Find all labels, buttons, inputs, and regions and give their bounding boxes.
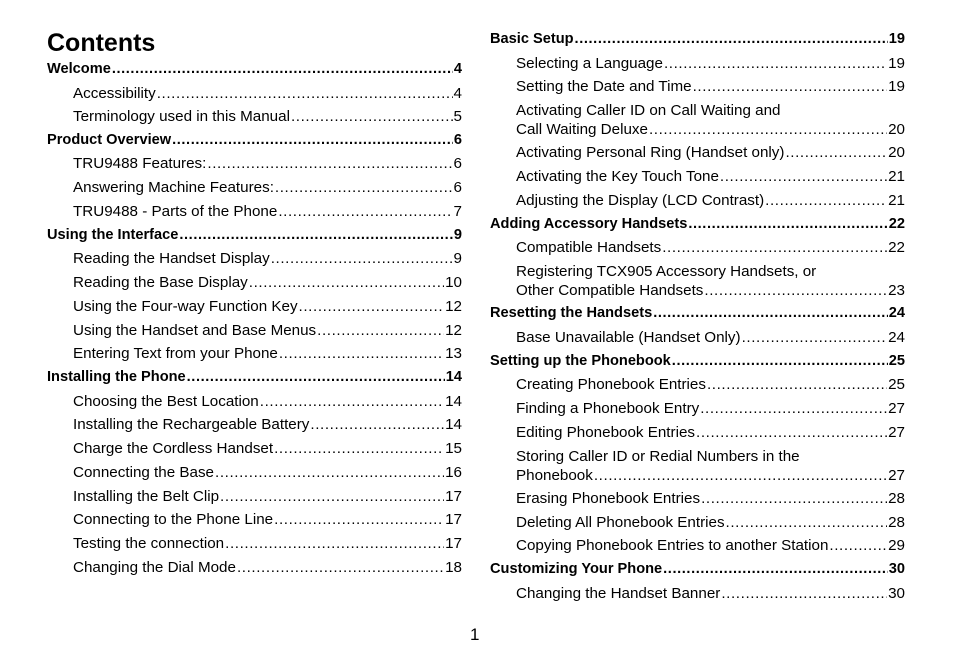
toc-entry-title: Terminology used in this Manual bbox=[73, 108, 290, 125]
dot-leader bbox=[274, 510, 444, 529]
toc-entry-base-unavailable[interactable]: Base Unavailable (Handset Only) ..... 24 bbox=[516, 328, 905, 347]
dot-leader bbox=[215, 463, 444, 482]
dot-leader bbox=[299, 297, 445, 316]
toc-entry-key-touch-tone[interactable]: Activating the Key Touch Tone ..... 21 bbox=[516, 167, 905, 186]
dot-leader bbox=[187, 368, 445, 387]
dot-leader bbox=[291, 107, 453, 126]
toc-entry-title: Reading the Base Display bbox=[73, 274, 248, 291]
toc-page-number: 12 bbox=[445, 298, 462, 315]
toc-entry-lcd-contrast[interactable]: Adjusting the Display (LCD Contrast) ..... 21 bbox=[516, 191, 905, 210]
toc-entry-storing-caller-id[interactable]: Storing Caller ID or Redial Numbers in the Phonebook ..... 27 bbox=[516, 447, 905, 485]
toc-heading[interactable] bbox=[47, 60, 462, 79]
toc-entry-title: Installing the Phone bbox=[47, 369, 186, 385]
dot-leader bbox=[279, 344, 444, 363]
toc-entry-title: Using the Four-way Function Key bbox=[73, 298, 298, 315]
toc-entry-title: Product Overview bbox=[47, 132, 172, 148]
toc-page-number: 5 bbox=[453, 108, 462, 125]
toc-entry[interactable] bbox=[73, 107, 462, 126]
toc-heading-customizing[interactable]: Customizing Your Phone ..... 30 bbox=[490, 560, 905, 579]
toc-entry-personal-ring[interactable]: Activating Personal Ring (Handset only) ..... 20 bbox=[516, 143, 905, 162]
toc-page-number: 6 bbox=[453, 179, 462, 196]
toc-page-number: 12 bbox=[445, 322, 462, 339]
dot-leader bbox=[172, 131, 453, 150]
toc-entry-title: Using the Interface bbox=[47, 227, 179, 243]
dot-leader bbox=[157, 84, 453, 103]
toc-entry-compatible-handsets[interactable]: Compatible Handsets ..... 22 bbox=[516, 238, 905, 257]
toc-entry-title: Charge the Cordless Handset bbox=[73, 440, 274, 457]
dot-leader bbox=[225, 534, 444, 553]
toc-heading[interactable] bbox=[47, 131, 462, 150]
toc-page-number: 15 bbox=[445, 440, 462, 457]
toc-entry-date-time[interactable]: Setting the Date and Time ..... 19 bbox=[516, 77, 905, 96]
toc-entry-editing-phonebook[interactable]: Editing Phonebook Entries ..... 27 bbox=[516, 423, 905, 442]
toc-page-number: 14 bbox=[445, 416, 462, 433]
toc-entry[interactable] bbox=[73, 273, 462, 292]
toc-page-number: 14 bbox=[445, 393, 462, 410]
toc-entry-selecting-language[interactable]: Selecting a Language ..... 19 bbox=[516, 54, 905, 73]
toc-heading[interactable] bbox=[47, 368, 462, 387]
toc-entry[interactable] bbox=[73, 202, 462, 221]
toc-entry[interactable] bbox=[73, 249, 462, 268]
toc-heading[interactable] bbox=[47, 226, 462, 245]
toc-entry-title: Connecting the Base bbox=[73, 464, 215, 481]
toc-entry-creating-phonebook[interactable]: Creating Phonebook Entries ..... 25 bbox=[516, 375, 905, 394]
dot-leader bbox=[220, 487, 444, 506]
toc-entry[interactable] bbox=[73, 463, 462, 482]
toc-page-number: 16 bbox=[445, 464, 462, 481]
toc-entry-finding-phonebook[interactable]: Finding a Phonebook Entry ..... 27 bbox=[516, 399, 905, 418]
toc-page-number: 17 bbox=[445, 535, 462, 552]
toc-page-number: 10 bbox=[445, 274, 462, 291]
toc-entry-copying-phonebook[interactable]: Copying Phonebook Entries to another Station ..... 29 bbox=[516, 536, 905, 555]
dot-leader bbox=[271, 249, 453, 268]
toc-entry-erasing-phonebook[interactable]: Erasing Phonebook Entries ..... 28 bbox=[516, 489, 905, 508]
toc-entry-title: Reading the Handset Display bbox=[73, 250, 270, 267]
toc-entry-title: Installing the Rechargeable Battery bbox=[73, 416, 310, 433]
toc-entry-title: Welcome bbox=[47, 61, 111, 77]
toc-entry[interactable] bbox=[73, 344, 462, 363]
toc-entry[interactable] bbox=[73, 558, 462, 577]
toc-entry-deleting-phonebook[interactable]: Deleting All Phonebook Entries ..... 28 bbox=[516, 513, 905, 532]
toc-entry-title: Testing the connection bbox=[73, 535, 225, 552]
toc-entry[interactable] bbox=[73, 178, 462, 197]
toc-page-number: 17 bbox=[445, 511, 462, 528]
toc-entry-title: TRU9488 Features: bbox=[73, 155, 207, 172]
toc-entry-handset-banner[interactable]: Changing the Handset Banner ..... 30 bbox=[516, 584, 905, 603]
dot-leader bbox=[278, 202, 452, 221]
dot-leader bbox=[207, 154, 452, 173]
toc-entry[interactable] bbox=[73, 154, 462, 173]
toc-entry-registering-handsets[interactable]: Registering TCX905 Accessory Handsets, or Other Compatible Handsets ..... 23 bbox=[516, 262, 905, 300]
dot-leader bbox=[249, 273, 444, 292]
toc-page-number: 18 bbox=[445, 559, 462, 576]
toc-entry[interactable] bbox=[73, 297, 462, 316]
dot-leader bbox=[275, 178, 453, 197]
toc-entry-title: Changing the Dial Mode bbox=[73, 559, 236, 576]
toc-heading-phonebook[interactable]: Setting up the Phonebook ..... 25 bbox=[490, 352, 905, 371]
toc-entry[interactable] bbox=[73, 510, 462, 529]
page-number: 1 bbox=[470, 625, 480, 644]
dot-leader bbox=[317, 321, 444, 340]
toc-page-number: 9 bbox=[453, 250, 462, 267]
dot-leader bbox=[310, 415, 444, 434]
toc-entry-title: Entering Text from your Phone bbox=[73, 345, 278, 362]
toc-heading-basic-setup[interactable]: Basic Setup ..... 19 bbox=[490, 30, 905, 49]
toc-entry-title: TRU9488 - Parts of the Phone bbox=[73, 203, 278, 220]
toc-heading-adding-handsets[interactable]: Adding Accessory Handsets ..... 22 bbox=[490, 215, 905, 234]
dot-leader bbox=[112, 60, 453, 79]
toc-page-number: 4 bbox=[453, 61, 462, 77]
toc-page-number: 9 bbox=[453, 227, 462, 243]
toc-page-number: 7 bbox=[453, 203, 462, 220]
toc-entry-title: Installing the Belt Clip bbox=[73, 488, 220, 505]
toc-entry[interactable] bbox=[73, 321, 462, 340]
toc-page-number: 4 bbox=[453, 85, 462, 102]
toc-entry[interactable] bbox=[73, 487, 462, 506]
toc-entry[interactable] bbox=[73, 534, 462, 553]
toc-heading-resetting[interactable]: Resetting the Handsets ..... 24 bbox=[490, 304, 905, 323]
toc-entry-title: Using the Handset and Base Menus bbox=[73, 322, 317, 339]
toc-entry[interactable] bbox=[73, 84, 462, 103]
dot-leader bbox=[179, 226, 453, 245]
toc-entry-title: Accessibility bbox=[73, 85, 156, 102]
toc-entry-title: Connecting to the Phone Line bbox=[73, 511, 274, 528]
page-title: Contents bbox=[47, 29, 156, 57]
toc-page-number: 14 bbox=[445, 369, 462, 385]
toc-entry-title: Answering Machine Features: bbox=[73, 179, 274, 196]
toc-page-number: 6 bbox=[453, 132, 462, 148]
toc-page-number: 6 bbox=[453, 155, 462, 172]
toc-entry-title: Choosing the Best Location bbox=[73, 393, 259, 410]
dot-leader bbox=[274, 439, 444, 458]
toc-page-number: 13 bbox=[445, 345, 462, 362]
dot-leader bbox=[237, 558, 444, 577]
toc-entry-caller-id-call-waiting[interactable]: Activating Caller ID on Call Waiting and Call Waiting Deluxe ..... 20 bbox=[516, 101, 905, 139]
toc-entry[interactable] bbox=[73, 415, 462, 434]
dot-leader bbox=[260, 392, 444, 411]
toc-entry[interactable] bbox=[73, 439, 462, 458]
toc-entry[interactable] bbox=[73, 392, 462, 411]
toc-page-number: 17 bbox=[445, 488, 462, 505]
